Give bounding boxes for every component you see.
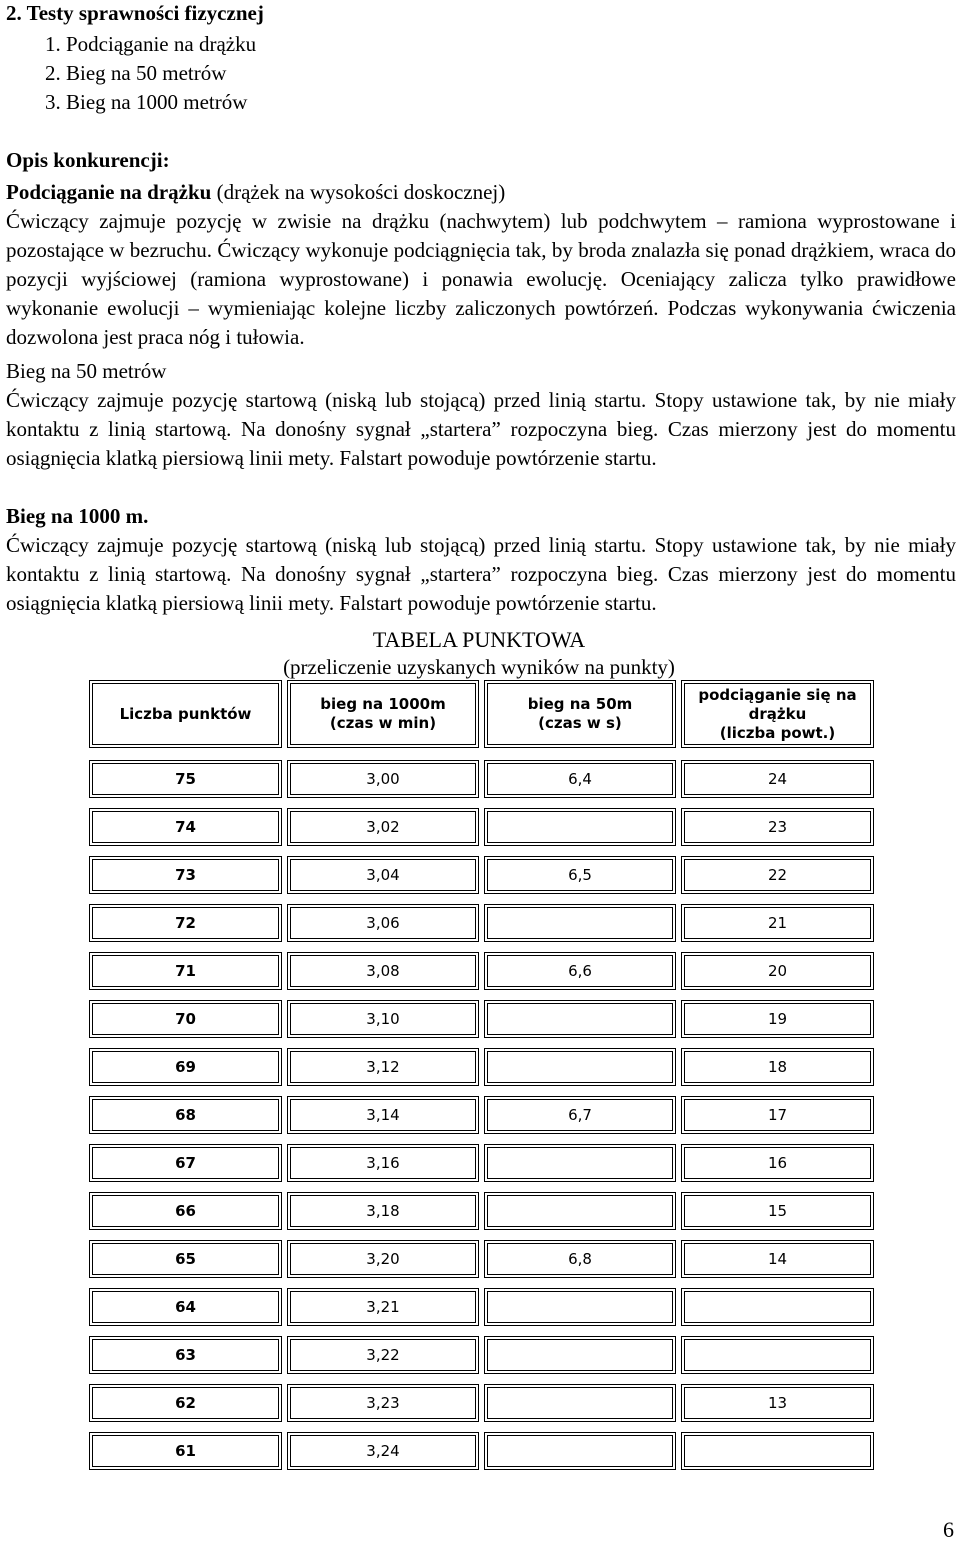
table-row <box>89 904 874 942</box>
cell-pullups: 17 <box>684 1099 871 1131</box>
cell-run50 <box>487 811 673 843</box>
table-title: TABELA PUNKTOWA <box>372 627 586 652</box>
cell-points: 62 <box>92 1387 279 1419</box>
cell-run50 <box>487 1291 673 1323</box>
cell-run1000: 3,02 <box>290 811 476 843</box>
header-pullups: podciąganie się na drążku (liczba powt.) <box>684 683 871 745</box>
cell-pullups: 16 <box>684 1147 871 1179</box>
run1000-heading: Bieg na 1000 m. <box>6 504 149 528</box>
cell-pullups: 13 <box>684 1387 871 1419</box>
table-row <box>89 1192 874 1230</box>
cell-pullups: 20 <box>684 955 871 987</box>
pullup-heading-line <box>6 178 956 207</box>
cell-pullups: 24 <box>684 763 871 795</box>
cell-run1000: 3,21 <box>290 1291 476 1323</box>
cell-pullups <box>684 1435 871 1467</box>
cell-run50: 6,5 <box>487 859 673 891</box>
page-number: 6 <box>943 1517 954 1542</box>
cell-pullups: 18 <box>684 1051 871 1083</box>
section-title: 2. Testy sprawności fizycznej <box>6 1 264 25</box>
header-run50: bieg na 50m (czas w s) <box>487 683 673 745</box>
cell-points: 68 <box>92 1099 279 1131</box>
test-item: 3. Bieg na 1000 metrów <box>66 88 956 117</box>
run1000-description: Ćwiczący zajmuje pozycję startową (niską lub stojącą) przed linią startu. Stopy ustawione tak, by nie miały kontaktu z linią startową. Na donośny sygnał „startera” rozpoczyna bieg. Czas mierzony jest do momentu osiągnięcia klatką piersiową linii mety. Falstart powoduje powtórzenie startu. <box>6 533 956 615</box>
pullup-heading-suffix: (drążek na wysokości doskocznej) <box>211 180 506 204</box>
cell-run1000: 3,18 <box>290 1195 476 1227</box>
cell-run1000: 3,16 <box>290 1147 476 1179</box>
cell-points: 71 <box>92 955 279 987</box>
table-row <box>89 856 874 894</box>
cell-points: 61 <box>92 1435 279 1467</box>
tests-list <box>6 30 956 117</box>
points-table <box>89 680 874 1480</box>
cell-run50 <box>487 1435 673 1467</box>
cell-points: 64 <box>92 1291 279 1323</box>
header-points: Liczba punktów <box>92 683 279 745</box>
table-row <box>89 1336 874 1374</box>
cell-pullups: 22 <box>684 859 871 891</box>
document-page <box>6 0 956 618</box>
pullup-description: Ćwiczący zajmuje pozycję w zwisie na drążku (nachwytem) lub podchwytem – ramiona wyprostowane i pozostające w bezruchu. Ćwiczący wykonuje podciągnięcia tak, by broda znalazła się ponad drążkiem, wraca do pozycji wyjściowej (ramiona wyprostowane) i ponawia ewolucję. Oceniający zalicza tylko prawidłowe wykonanie ewolucji – wymieniając kolejne liczby zaliczonych powtórzeń. Podczas wykonywania ćwiczenia dozwolona jest praca nóg i tułowia. <box>6 209 956 349</box>
cell-run1000: 3,14 <box>290 1099 476 1131</box>
cell-run1000: 3,06 <box>290 907 476 939</box>
table-row <box>89 1432 874 1470</box>
table-row <box>89 808 874 846</box>
table-row <box>89 760 874 798</box>
table-row <box>89 1144 874 1182</box>
table-row <box>89 1288 874 1326</box>
cell-pullups: 21 <box>684 907 871 939</box>
cell-points: 75 <box>92 763 279 795</box>
cell-run50 <box>487 1051 673 1083</box>
table-row <box>89 1384 874 1422</box>
cell-points: 73 <box>92 859 279 891</box>
cell-points: 70 <box>92 1003 279 1035</box>
cell-run50: 6,4 <box>487 763 673 795</box>
cell-run50 <box>487 1195 673 1227</box>
cell-points: 65 <box>92 1243 279 1275</box>
cell-points: 74 <box>92 811 279 843</box>
cell-run1000: 3,20 <box>290 1243 476 1275</box>
cell-points: 69 <box>92 1051 279 1083</box>
cell-points: 72 <box>92 907 279 939</box>
test-item: 2. Bieg na 50 metrów <box>66 59 956 88</box>
cell-run50: 6,6 <box>487 955 673 987</box>
description-heading: Opis konkurencji: <box>6 148 170 172</box>
cell-run50 <box>487 1387 673 1419</box>
cell-pullups: 15 <box>684 1195 871 1227</box>
table-row <box>89 1000 874 1038</box>
cell-run1000: 3,00 <box>290 763 476 795</box>
cell-pullups: 19 <box>684 1003 871 1035</box>
header-run1000: bieg na 1000m (czas w min) <box>290 683 476 745</box>
cell-run50 <box>487 1339 673 1371</box>
cell-pullups: 23 <box>684 811 871 843</box>
table-header-row <box>89 680 874 748</box>
cell-run50 <box>487 907 673 939</box>
cell-pullups <box>684 1291 871 1323</box>
cell-run1000: 3,08 <box>290 955 476 987</box>
cell-run1000: 3,24 <box>290 1435 476 1467</box>
table-row <box>89 952 874 990</box>
cell-run1000: 3,23 <box>290 1387 476 1419</box>
cell-run1000: 3,12 <box>290 1051 476 1083</box>
table-row <box>89 1240 874 1278</box>
table-row <box>89 1096 874 1134</box>
test-item: 1. Podciąganie na drążku <box>66 30 956 59</box>
run50-description: Ćwiczący zajmuje pozycję startową (niską lub stojącą) przed linią startu. Stopy ustawione tak, by nie miały kontaktu z linią startową. Na donośny sygnał „startera” rozpoczyna bieg. Czas mierzony jest do momentu osiągnięcia klatką piersiową linii mety. Falstart powoduje powtórzenie startu. <box>6 388 956 470</box>
cell-run50: 6,7 <box>487 1099 673 1131</box>
cell-run1000: 3,10 <box>290 1003 476 1035</box>
cell-points: 66 <box>92 1195 279 1227</box>
cell-points: 67 <box>92 1147 279 1179</box>
cell-pullups <box>684 1339 871 1371</box>
cell-points: 63 <box>92 1339 279 1371</box>
cell-run50 <box>487 1003 673 1035</box>
run50-heading: Bieg na 50 metrów <box>6 359 167 383</box>
table-subtitle: (przeliczenie uzyskanych wyników na punkty) <box>283 655 675 679</box>
cell-pullups: 14 <box>684 1243 871 1275</box>
cell-run50 <box>487 1147 673 1179</box>
cell-run50: 6,8 <box>487 1243 673 1275</box>
table-body <box>89 760 874 1470</box>
cell-run1000: 3,22 <box>290 1339 476 1371</box>
pullup-heading: Podciąganie na drążku <box>6 180 212 204</box>
cell-run1000: 3,04 <box>290 859 476 891</box>
table-row <box>89 1048 874 1086</box>
